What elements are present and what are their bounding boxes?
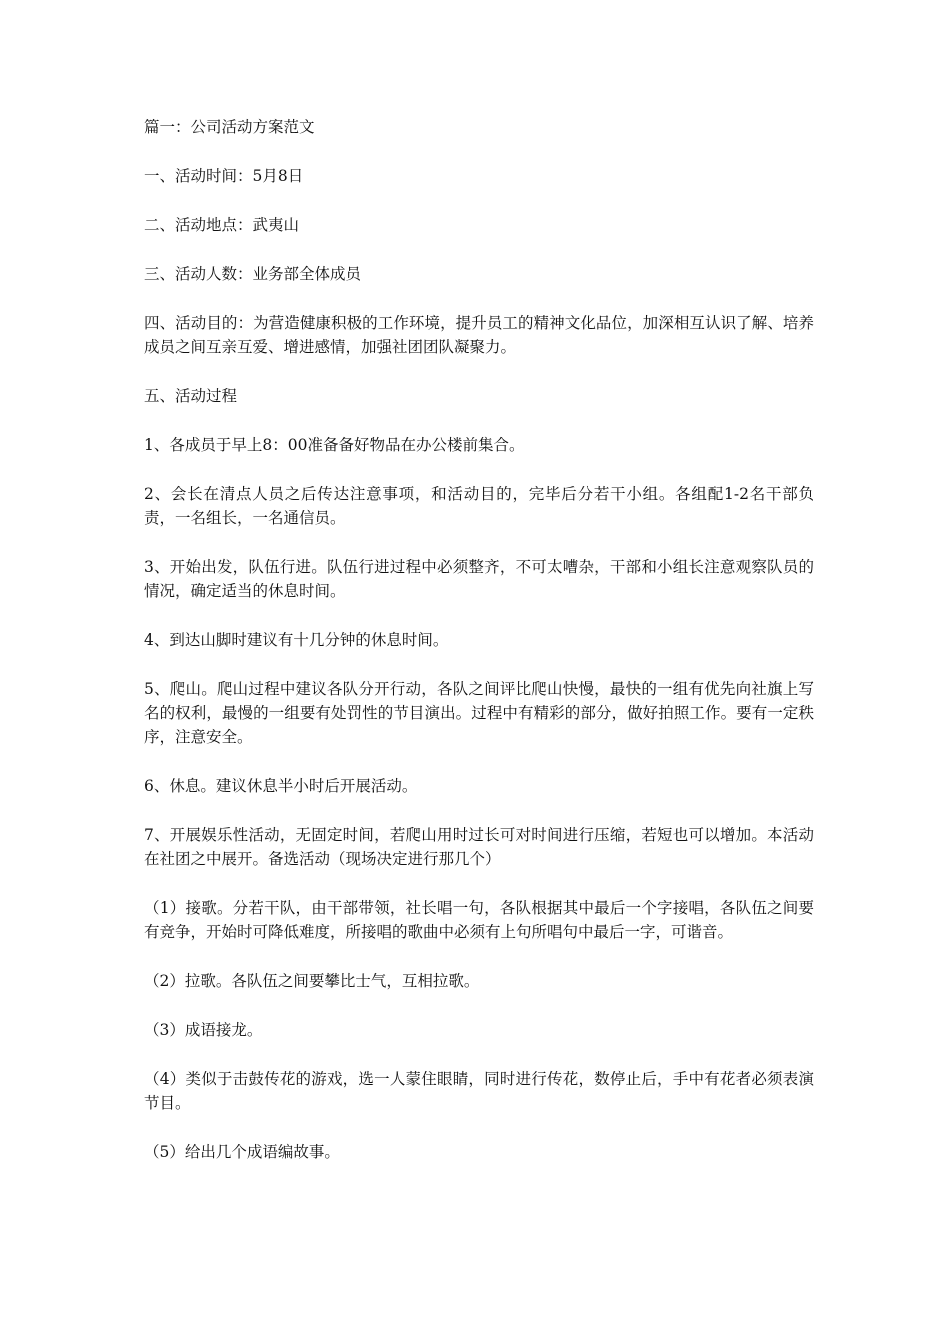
optional-activity-4: （4）类似于击鼓传花的游戏，选一人蒙住眼睛，同时进行传花，数停止后，手中有花者必须表演节目。 <box>144 1070 814 1112</box>
optional-activity-2: （2）拉歌。各队伍之间要攀比士气，互相拉歌。 <box>144 972 480 990</box>
process-step-6: 6、休息。建议休息半小时后开展活动。 <box>144 777 418 795</box>
process-step-2: 2、会长在清点人员之后传达注意事项，和活动目的，完毕后分若干小组。各组配1-2名干部负责，一名组长，一名通信员。 <box>144 485 814 527</box>
optional-activity-1: （1）接歌。分若干队，由干部带领，社长唱一句，各队根据其中最后一个字接唱，各队伍之间要有竞争，开始时可降低难度，所接唱的歌曲中必须有上句所唱句中最后一字，可谐音。 <box>144 899 814 941</box>
document-body <box>144 115 814 1189</box>
process-step-7: 7、开展娱乐性活动，无固定时间，若爬山用时过长可对时间进行压缩，若短也可以增加。本活动在社团之中展开。备选活动（现场决定进行那几个） <box>144 826 814 868</box>
doc-title: 篇一：公司活动方案范文 <box>144 118 315 136</box>
activity-location: 二、活动地点：武夷山 <box>144 216 300 234</box>
optional-activity-5: （5）给出几个成语编故事。 <box>144 1143 340 1161</box>
process-step-4: 4、到达山脚时建议有十几分钟的休息时间。 <box>144 631 449 649</box>
optional-activity-3: （3）成语接龙。 <box>144 1021 263 1039</box>
activity-participants: 三、活动人数：业务部全体成员 <box>144 265 362 283</box>
activity-process-heading: 五、活动过程 <box>144 387 238 405</box>
activity-time: 一、活动时间：5月8日 <box>144 167 304 185</box>
process-step-5: 5、爬山。爬山过程中建议各队分开行动，各队之间评比爬山快慢，最快的一组有优先向社旗上写名的权利，最慢的一组要有处罚性的节目演出。过程中有精彩的部分，做好拍照工作。要有一定秩序，注意安全。 <box>144 680 814 746</box>
process-step-3: 3、开始出发，队伍行进。队伍行进过程中必须整齐，不可太嘈杂，干部和小组长注意观察队员的情况，确定适当的休息时间。 <box>144 558 814 600</box>
activity-purpose: 四、活动目的：为营造健康积极的工作环境，提升员工的精神文化品位，加深相互认识了解、培养成员之间互亲互爱、增进感情，加强社团团队凝聚力。 <box>144 314 814 356</box>
process-step-1: 1、各成员于早上8：00准备备好物品在办公楼前集合。 <box>144 436 525 454</box>
